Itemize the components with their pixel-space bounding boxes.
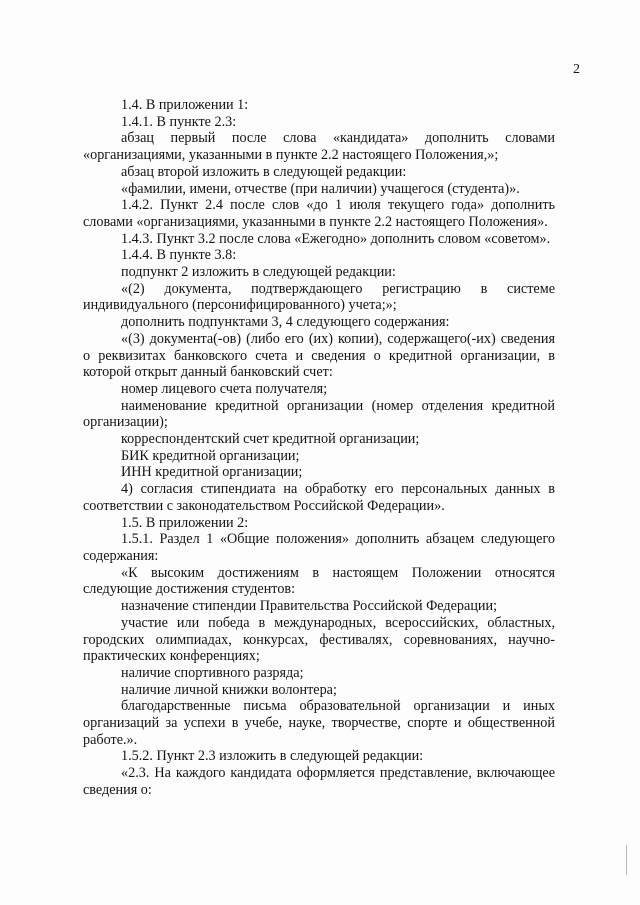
paragraph: 1.5.2. Пункт 2.3 изложить в следующей редакции:	[121, 748, 424, 765]
scan-artifact	[626, 845, 627, 875]
page-number: 2	[573, 62, 580, 77]
paragraph: 1.4.2. Пункт 2.4 после слов «до 1 июля текущего года» дополнить словами «организациями, указанными в пункте 2.2 настоящего Положения».	[83, 197, 555, 230]
paragraph: 1.4.1. В пункте 2.3:	[121, 113, 237, 130]
paragraph: 1.5.1. Раздел 1 «Общие положения» дополнить абзацем следующего содержания:	[83, 531, 555, 564]
paragraph: БИК кредитной организации;	[121, 447, 300, 464]
paragraph: 4) согласия стипендиата на обработку его персональных данных в соответствии с законодательством Российской Федерации».	[83, 481, 555, 514]
paragraph: «фамилии, имени, отчестве (при наличии) учащегося (студента)».	[121, 180, 520, 197]
paragraph: наличие спортивного разряда;	[121, 664, 304, 681]
paragraph: «(2) документа, подтверждающего регистрацию в системе индивидуального (персонифицированного) учета;»;	[83, 280, 555, 314]
paragraph: назначение стипендии Правительства Российской Федерации;	[121, 598, 498, 615]
paragraph: «2.3. На каждого кандидата оформляется представление, включающее сведения о:	[83, 765, 555, 798]
paragraph: абзац второй изложить в следующей редакции:	[121, 163, 407, 180]
paragraph: подпункт 2 изложить в следующей редакции:	[121, 264, 396, 281]
paragraph: абзац первый после слова «кандидата» дополнить словами «организациями, указанными в пункте 2.2 настоящего Положения,»;	[83, 130, 555, 164]
paragraph: наименование кредитной организации (номер отделения кредитной организации);	[83, 397, 555, 431]
paragraph: 1.4. В приложении 1:	[121, 97, 249, 113]
paragraph: «К высоким достижениям в настоящем Положении относятся следующие достижения студентов:	[83, 564, 555, 598]
paragraph: «(3) документа(-ов) (либо его (их) копии), содержащего(-их) сведения о реквизитах банковского счета и сведения о кредитной организации, в которой открыт данный банковский счет:	[83, 330, 555, 381]
paragraph: благодарственные письма образовательной организации и иных организаций за успехи в учебе, науке, творчестве, спорте и общественной работе.».	[83, 698, 555, 748]
paragraph: 1.5. В приложении 2:	[121, 514, 249, 531]
paragraph: ИНН кредитной организации;	[121, 464, 303, 481]
paragraph: наличие личной книжки волонтера;	[121, 681, 337, 698]
paragraph: 1.4.4. В пункте 3.8:	[121, 247, 237, 264]
document-body	[83, 97, 555, 799]
paragraph: номер лицевого счета получателя;	[121, 380, 328, 397]
paragraph: корреспондентский счет кредитной организации;	[121, 431, 420, 448]
paragraph: дополнить подпунктами 3, 4 следующего содержания:	[121, 314, 450, 331]
paragraph: участие или победа в международных, всероссийских, областных, городских олимпиадах, конкурсах, фестивалях, соревнованиях, научно-практических конференциях;	[83, 614, 555, 665]
paragraph: 1.4.3. Пункт 3.2 после слова «Ежегодно» дополнить словом «советом».	[121, 230, 551, 247]
